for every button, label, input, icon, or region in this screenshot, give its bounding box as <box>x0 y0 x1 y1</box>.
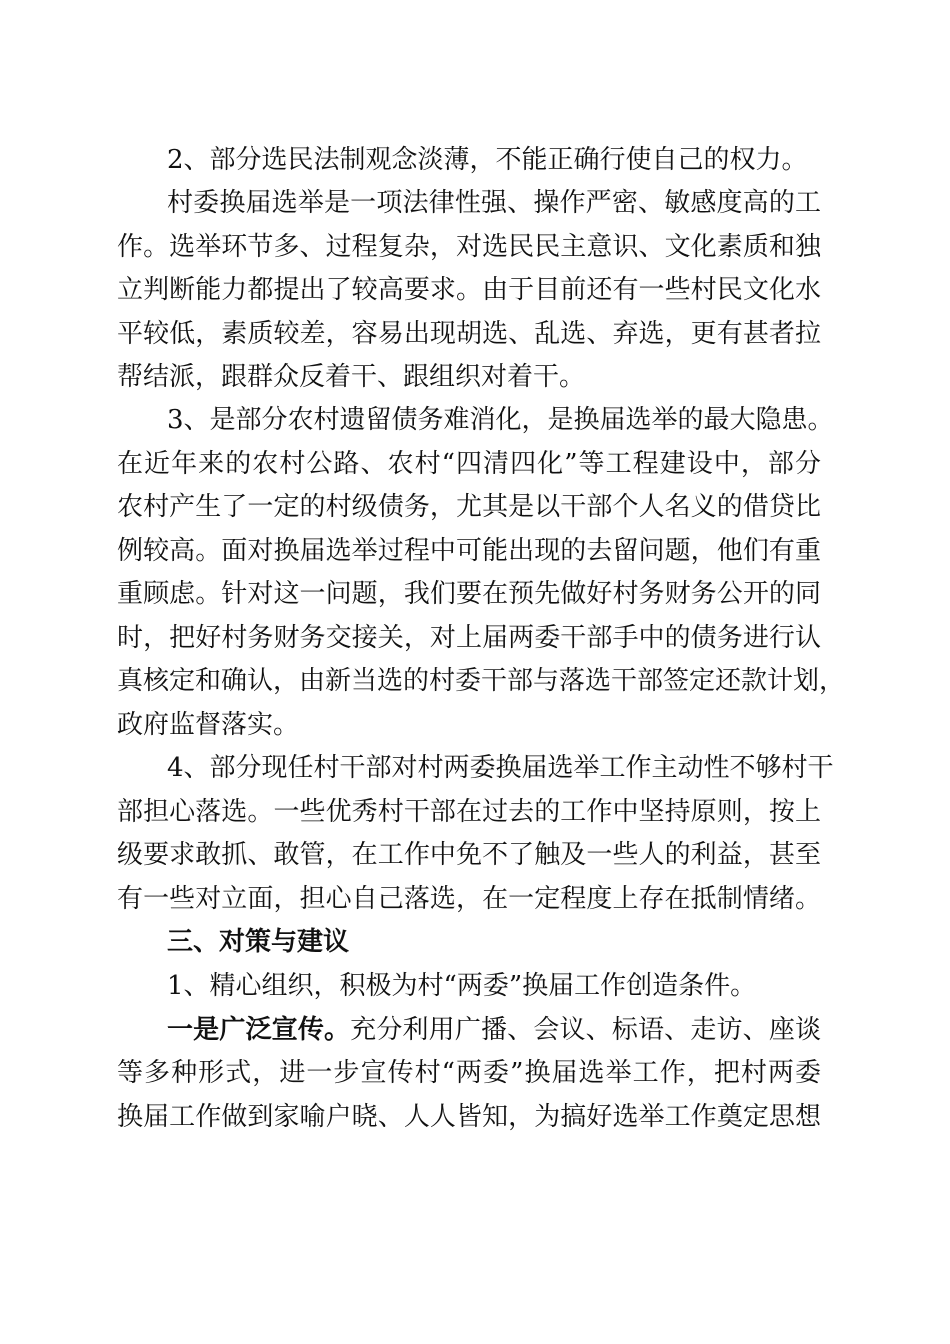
lead-in-bold: 一是广泛宣传。 <box>167 1015 351 1045</box>
paragraph-line: 村委换届选举是一项法律性强、操作严密、敏感度高的工 <box>167 188 821 218</box>
paragraph-line: 在近年来的农村公路、农村“四清四化”等工程建设中，部分 <box>117 449 821 479</box>
subheading-3: 3、是部分农村遗留债务难消化，是换届选举的最大隐患。 <box>167 405 834 435</box>
paragraph-line: 时，把好村务财务交接关，对上届两委干部手中的债务进行认 <box>117 623 821 653</box>
paragraph-line: 真核定和确认，由新当选的村委干部与落选干部签定还款计划， <box>117 666 846 696</box>
paragraph-line: 帮结派，跟群众反着干、跟组织对着干。 <box>117 362 586 392</box>
subheading-2: 2、部分选民法制观念淡薄，不能正确行使自己的权力。 <box>167 145 808 175</box>
paragraph-line: 等多种形式，进一步宣传村“两委”换届选举工作，把村两委 <box>117 1058 821 1088</box>
paragraph-text: 充分利用广播、会议、标语、走访、座谈 <box>350 1015 821 1045</box>
paragraph-line: 级要求敢抓、敢管，在工作中免不了触及一些人的利益，甚至 <box>117 840 821 870</box>
paragraph-line: 政府监督落实。 <box>117 710 300 740</box>
subheading-1: 1、精心组织，积极为村“两委”换届工作创造条件。 <box>167 971 757 1001</box>
paragraph-line: 部担心落选。一些优秀村干部在过去的工作中坚持原则，按上 <box>117 797 821 827</box>
paragraph-line: 作。选举环节多、过程复杂，对选民民主意识、文化素质和独 <box>117 232 821 262</box>
subheading-4: 4、部分现任村干部对村两委换届选举工作主动性不够村干 <box>167 753 834 783</box>
paragraph-line: 有一些对立面，担心自己落选，在一定程度上存在抵制情绪。 <box>117 884 821 914</box>
paragraph-line: 立判断能力都提出了较高要求。由于目前还有一些村民文化水 <box>117 275 821 305</box>
paragraph-line: 平较低，素质较差，容易出现胡选、乱选、弃选，更有甚者拉 <box>117 319 821 349</box>
paragraph-line: 换届工作做到家喻户晓、人人皆知，为搞好选举工作奠定思想 <box>117 1102 821 1132</box>
paragraph-line <box>167 1015 821 1045</box>
paragraph-line: 农村产生了一定的村级债务，尤其是以干部个人名义的借贷比 <box>117 492 821 522</box>
paragraph-line: 例较高。面对换届选举过程中可能出现的去留问题，他们有重 <box>117 536 821 566</box>
section-heading: 三、对策与建议 <box>167 927 350 957</box>
paragraph-line: 重顾虑。针对这一问题，我们要在预先做好村务财务公开的同 <box>117 579 821 609</box>
